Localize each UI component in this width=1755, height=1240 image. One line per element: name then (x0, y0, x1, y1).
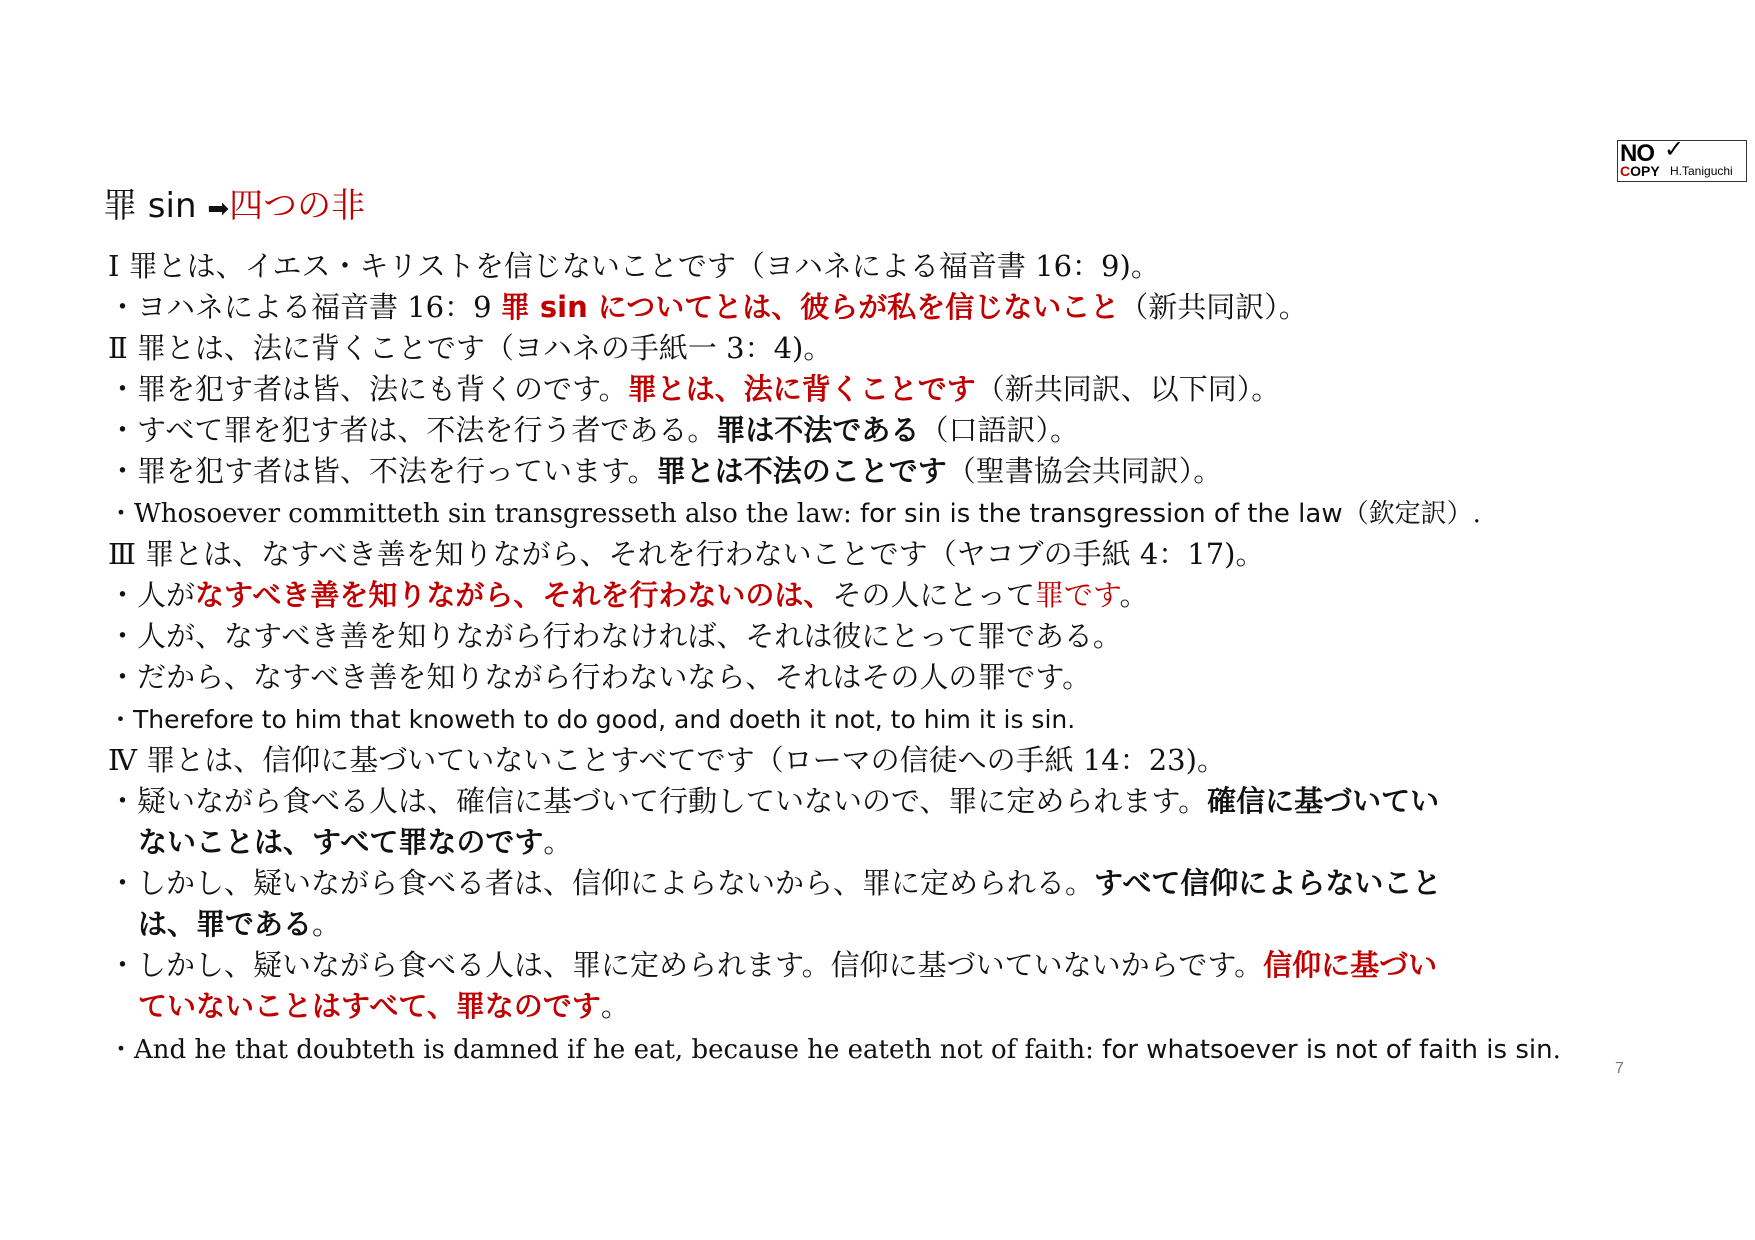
check-icon: ✓ (1664, 136, 1685, 163)
verse-line-continued: ないことは、すべて罪なのです。 (138, 825, 573, 859)
verse-line-english: ・Whosoever committeth sin transgresseth also the law: for sin is the transgression of the law（欽定訳）. (108, 499, 1481, 529)
verse-line-continued: は、罪である。 (138, 907, 342, 941)
logo-no: NO (1620, 140, 1654, 167)
section-4-heading: Ⅳ 罪とは、信仰に基づいていないことすべてです（ローマの信徒への手紙 14：23)。 (108, 743, 1226, 777)
section-3-heading: Ⅲ 罪とは、なすべき善を知りながら、それを行わないことです（ヤコブの手紙 4：17)。 (108, 537, 1265, 571)
logo-author: H.Taniguchi (1670, 164, 1733, 178)
verse-line: ・罪を犯す者は皆、不法を行っています。罪とは不法のことです（聖書協会共同訳）。 (108, 454, 1223, 488)
verse-line-continued: ていないことはすべて、罪なのです。 (138, 989, 630, 1023)
verse-line: ・しかし、疑いながら食べる人は、罪に定められます。信仰に基づいていないからです。信仰に基づい (108, 948, 1438, 982)
section-1-heading: Ⅰ 罪とは、イエス・キリストを信じないことです（ヨハネによる福音書 16：9)。 (108, 249, 1160, 283)
verse-line: ・しかし、疑いながら食べる者は、信仰によらないから、罪に定められる。すべて信仰によらないこと (108, 866, 1442, 900)
verse-line-english: ・And he that doubteth is damned if he eat, because he eateth not of faith: for whatsoever is not of faith is sin. (108, 1035, 1561, 1065)
page-title: 罪 sin ➡四つの非 (103, 186, 366, 226)
verse-line: ・人がなすべき善を知りながら、それを行わないのは、その人にとって罪です。 (108, 578, 1149, 612)
section-2-heading: Ⅱ 罪とは、法に背くことです（ヨハネの手紙一 3：4)。 (108, 331, 833, 365)
verse-line: ・すべて罪を犯す者は、不法を行う者である。罪は不法である（口語訳）。 (108, 413, 1079, 447)
verse-line: ・罪を犯す者は皆、法にも背くのです。罪とは、法に背くことです（新共同訳、以下同）。 (108, 372, 1281, 406)
logo-copy: COPY (1620, 163, 1660, 179)
verse-line: ・だから、なすべき善を知りながら行わないなら、それはその人の罪です。 (108, 660, 1092, 694)
verse-line: ・ヨハネによる福音書 16：9 罪 sin についてとは、彼らが私を信じないこと（新共同訳）。 (108, 290, 1308, 324)
verse-line: ・疑いながら食べる人は、確信に基づいて行動していないので、罪に定められます。確信に基づいてい (108, 784, 1440, 818)
no-copy-logo (1617, 136, 1747, 182)
verse-line: ・人が、なすべき善を知りながら行わなければ、それは彼にとって罪である。 (108, 619, 1122, 653)
arrow-right-icon: ➡ (207, 194, 230, 224)
verse-line-english: ・Therefore to him that knoweth to do good, and doeth it not, to him it is sin. (108, 705, 1076, 734)
page-number: 7 (1615, 1060, 1624, 1077)
